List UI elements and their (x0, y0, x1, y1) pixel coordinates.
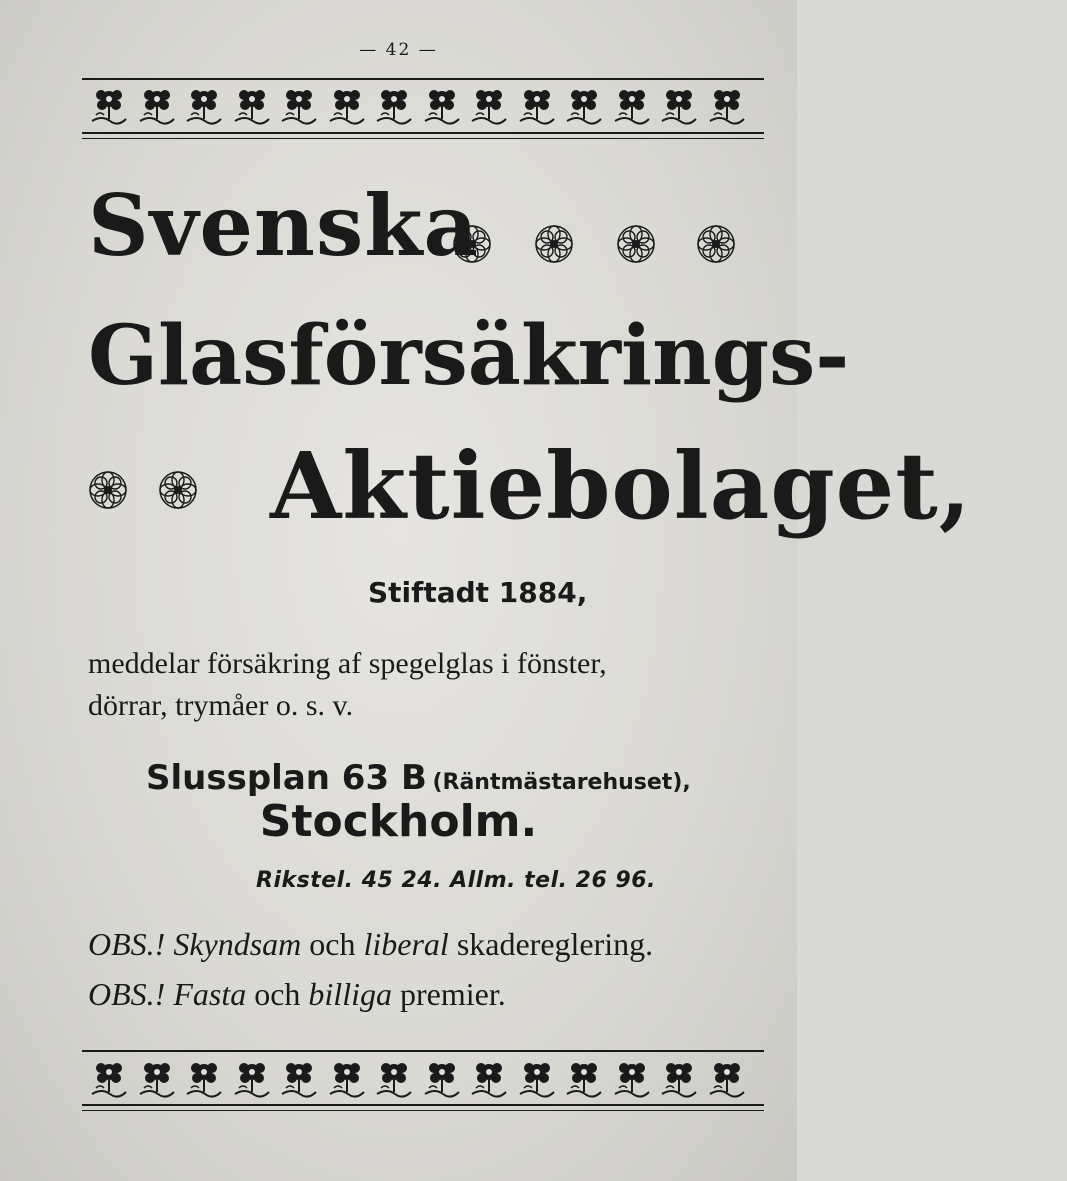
flower-ornament-icon (183, 1058, 225, 1100)
flower-ornament-icon (658, 85, 700, 127)
note-word: och (309, 926, 356, 962)
street-address: Slussplan 63 B (146, 758, 427, 798)
description-line-2: dörrar, trymåer o. s. v. (88, 689, 354, 722)
rosette-flower-icon (88, 470, 128, 510)
building-name: (Räntmästarehuset), (432, 770, 691, 795)
flower-ornament-icon (231, 1058, 273, 1100)
founded-text: Stiftadt 1884, (368, 576, 588, 609)
bottom-rule (82, 1104, 764, 1106)
flower-ornament-icon (373, 85, 415, 127)
flower-ornament-icon (136, 85, 178, 127)
flower-ornament-icon (706, 85, 748, 127)
note-prefix: OBS.! (88, 926, 166, 962)
phone-numbers: Rikstel. 45 24. Allm. tel. 26 96. (256, 868, 656, 893)
title-line-1: Svenska (88, 176, 479, 275)
rosette-flower-icon (452, 224, 492, 264)
flower-ornament-icon (421, 85, 463, 127)
flower-ornament-icon (326, 1058, 368, 1100)
top-ornament-border (88, 82, 748, 130)
note-word: Skyndsam (173, 926, 302, 962)
top-rule-thin (82, 138, 764, 139)
page-number: — 42 — (359, 40, 438, 60)
flower-ornament-icon (516, 85, 558, 127)
flower-ornament-icon (183, 85, 225, 127)
bottom-rule-upper (82, 1050, 764, 1052)
note-word: skadereglering. (456, 926, 654, 962)
note-word: premier. (399, 976, 506, 1012)
top-rule-lower (82, 132, 764, 134)
note-word: och (254, 976, 301, 1012)
flower-ornament-icon (326, 85, 368, 127)
description-line-1: meddelar försäkring af spegelglas i fönster, (88, 647, 607, 680)
flower-ornament-icon (278, 85, 320, 127)
bottom-rule-thin (82, 1110, 764, 1111)
note-word: liberal (363, 926, 449, 962)
bottom-ornament-border (88, 1055, 748, 1103)
rosette-flower-icon (616, 224, 656, 264)
flower-ornament-icon (231, 85, 273, 127)
rosette-flower-icon (158, 470, 198, 510)
flower-ornament-icon (468, 1058, 510, 1100)
flower-ornament-icon (136, 1058, 178, 1100)
flower-ornament-icon (421, 1058, 463, 1100)
top-rule (82, 78, 764, 80)
flower-ornament-icon (88, 85, 130, 127)
note-word: billiga (308, 976, 392, 1012)
title-line-2: Glasförsäkrings- (88, 308, 850, 404)
flower-ornament-icon (563, 85, 605, 127)
flower-ornament-icon (611, 1058, 653, 1100)
rosette-flower-icon (696, 224, 736, 264)
flower-ornament-icon (278, 1058, 320, 1100)
city-name: Stockholm. (259, 796, 538, 847)
note-2 (88, 976, 506, 1013)
note-word: Fasta (173, 976, 247, 1012)
flower-ornament-icon (88, 1058, 130, 1100)
flower-ornament-icon (373, 1058, 415, 1100)
note-1 (88, 926, 653, 963)
note-prefix: OBS.! (88, 976, 166, 1012)
rosette-flower-icon (534, 224, 574, 264)
flower-ornament-icon (468, 85, 510, 127)
title-line-3: Aktiebolaget, (270, 432, 972, 540)
flower-ornament-icon (706, 1058, 748, 1100)
address-line (146, 758, 691, 798)
flower-ornament-icon (658, 1058, 700, 1100)
flower-ornament-icon (563, 1058, 605, 1100)
flower-ornament-icon (516, 1058, 558, 1100)
flower-ornament-icon (611, 85, 653, 127)
